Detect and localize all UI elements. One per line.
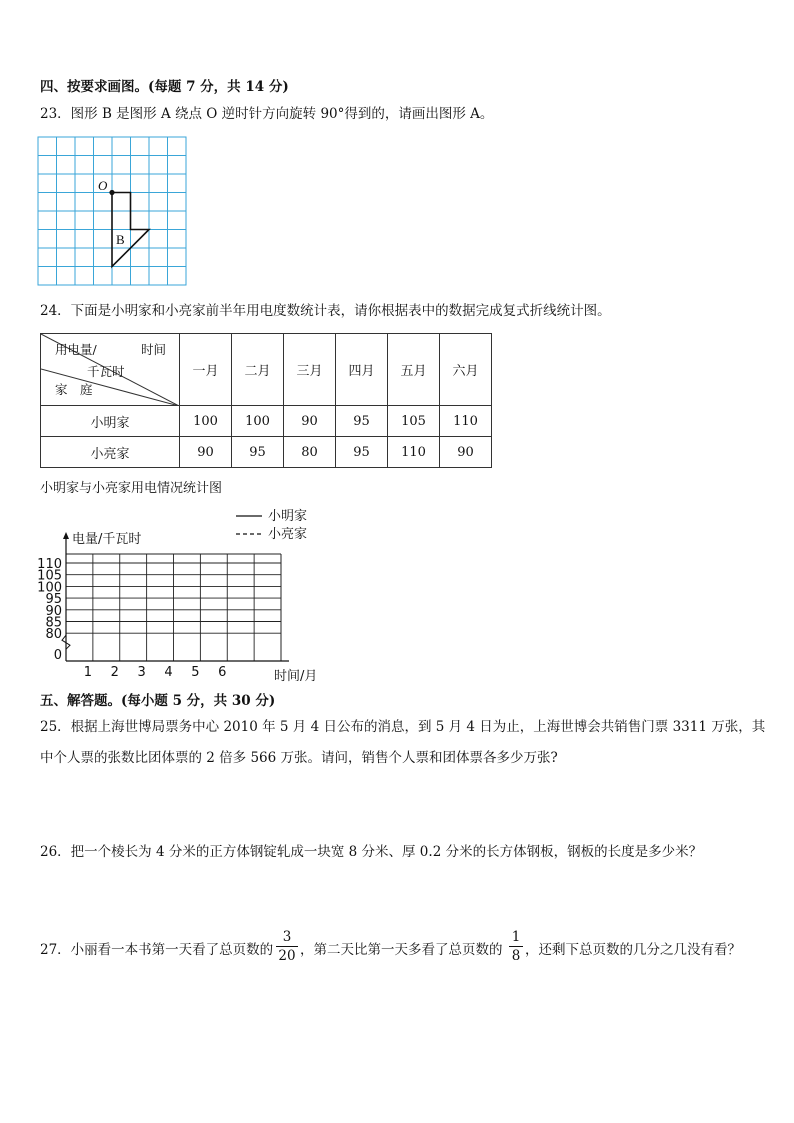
cell: 80 (284, 437, 336, 468)
q25-line2: 中个人票的张数比团体票的 2 倍多 566 万张。请问，销售个人票和团体票各多少万张? (40, 750, 558, 766)
y-tick-label: 95 (45, 592, 62, 608)
cell: 100 (232, 406, 284, 437)
y-tick-label: 85 (45, 615, 62, 631)
chart-legend (236, 509, 307, 542)
chart-x-ticks (84, 665, 227, 680)
cell: 95 (336, 437, 388, 468)
month-2: 二月 (232, 334, 284, 406)
table-header-diagonal (41, 334, 180, 406)
table-row (41, 406, 492, 437)
q23-grid-figure (36, 134, 190, 289)
y-tick-label: 80 (45, 627, 62, 643)
y-tick-label: 100 (37, 580, 62, 596)
row-name: 小明家 (41, 406, 180, 437)
month-4: 四月 (336, 334, 388, 406)
y-axis-arrow (63, 532, 69, 539)
q27-part2: ，第二天比第一天多看了总页数的 (300, 942, 503, 958)
cell: 95 (232, 437, 284, 468)
q27-fraction-2 (509, 929, 523, 964)
point-o (109, 190, 114, 195)
y-tick-label: 90 (45, 603, 62, 619)
x-tick-label: 1 (83, 665, 93, 680)
cell: 90 (440, 437, 492, 468)
cell: 95 (336, 406, 388, 437)
x-tick-label: 4 (164, 665, 173, 680)
cell: 110 (388, 437, 440, 468)
header-mid: 千瓦时 (87, 364, 125, 379)
cell: 90 (180, 437, 232, 468)
x-tick-label: 2 (110, 665, 119, 680)
chart-axes (62, 532, 289, 661)
point-o-label: O (98, 178, 108, 193)
fraction-2-numerator: 1 (511, 929, 521, 945)
q24-text: 24．下面是小明家和小亮家前半年用电度数统计表，请你根据表中的数据完成复式折线统计图。 (40, 303, 611, 319)
y-tick-label: 110 (37, 557, 62, 572)
cell: 110 (440, 406, 492, 437)
section5-title: 五、解答题。(每小题 5 分，共 30 分) (40, 693, 276, 709)
chart-y-ticks (37, 557, 62, 663)
q25-line1: 25．根据上海世博局票务中心 2010 年 5 月 4 日公布的消息，到 5 月 4 日为止，上海世博会共销售门票 3311 万张，其 (40, 719, 766, 735)
cell: 105 (388, 406, 440, 437)
x-tick-label: 3 (137, 665, 146, 680)
electricity-table (40, 333, 492, 468)
table-row (41, 437, 492, 468)
q27-part1: 27．小丽看一本书第一天看了总页数的 (40, 942, 274, 958)
q27-fraction-1 (276, 929, 298, 964)
chart-grid (66, 554, 281, 661)
month-6: 六月 (440, 334, 492, 406)
legend-label: 小亮家 (268, 527, 308, 542)
line-chart (36, 506, 356, 688)
q23-text: 23．图形 B 是图形 A 绕点 O 逆时针方向旋转 90°得到的，请画出图形 A。 (40, 106, 494, 122)
cell: 90 (284, 406, 336, 437)
fraction-1-numerator: 3 (282, 929, 292, 945)
month-1: 一月 (180, 334, 232, 406)
shape-b-label: B (116, 232, 125, 247)
section4-title: 四、按要求画图。(每题 7 分，共 14 分) (40, 79, 289, 95)
y-tick-label: 0 (53, 648, 62, 663)
q27-part3: ，还剩下总页数的几分之几没有看？ (525, 942, 741, 958)
x-tick-label: 5 (191, 665, 200, 680)
chart-y-label: 电量/千瓦时 (72, 532, 142, 547)
x-tick-label: 6 (218, 665, 227, 680)
q26-text: 26．把一个棱长为 4 分米的正方体钢锭轧成一块宽 8 分米、厚 0.2 分米的长方体钢板，钢板的长度是多少米？ (40, 844, 703, 860)
row-name: 小亮家 (41, 437, 180, 468)
fraction-1-denominator: 20 (278, 948, 296, 964)
cell: 100 (180, 406, 232, 437)
chart-caption: 小明家与小亮家用电情况统计图 (40, 481, 223, 496)
legend-label: 小明家 (268, 509, 308, 524)
header-top-right: 时间 (141, 342, 167, 357)
month-3: 三月 (284, 334, 336, 406)
month-5: 五月 (388, 334, 440, 406)
y-tick-label: 105 (37, 568, 62, 584)
header-bottom: 家 庭 (55, 382, 93, 397)
header-top-left: 用电量/ (55, 342, 97, 357)
chart-x-label: 时间/月 (274, 669, 318, 684)
fraction-2-denominator: 8 (511, 948, 521, 964)
